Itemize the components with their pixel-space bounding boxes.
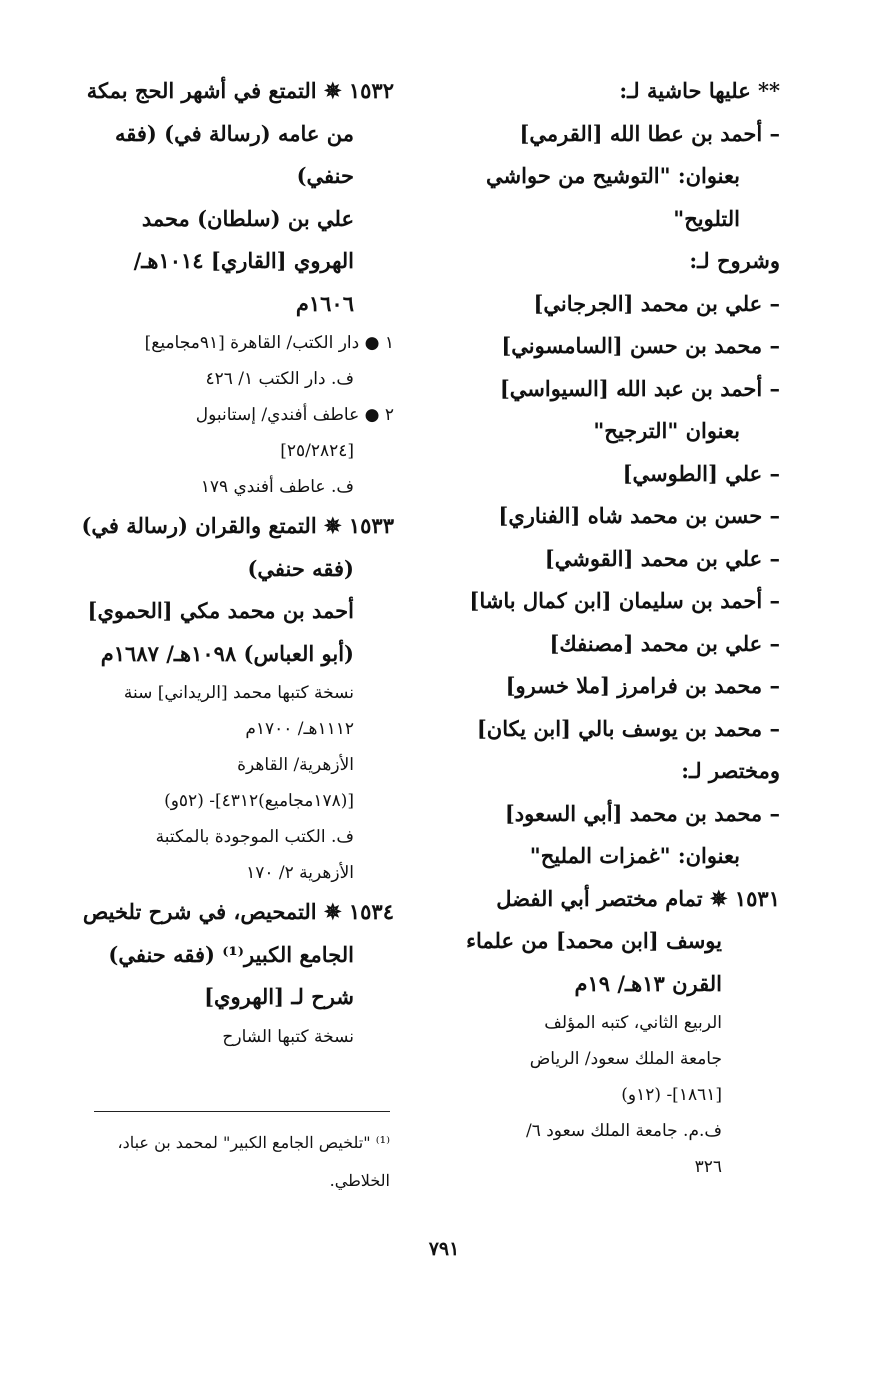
text-line: – محمد بن حسن [السامسوني] bbox=[501, 333, 780, 358]
text-line: – علي بن محمد [مصنفك] bbox=[549, 630, 780, 656]
text-line: الجامع الكبير⁽¹⁾ (فقه حنفي) bbox=[108, 941, 354, 967]
text-line: [(١٧٨مجاميع)٤٣١٢]- (٥٢و) bbox=[164, 791, 354, 811]
text-line: بعنوان: "غمزات المليح" bbox=[529, 843, 740, 868]
text-line: جامعة الملك سعود/ الرياض bbox=[529, 1049, 722, 1069]
text-line: ف.م. جامعة الملك سعود ٦/ bbox=[525, 1121, 722, 1141]
text-line: الأزهرية ٢/ ١٧٠ bbox=[246, 863, 354, 883]
text-line: – علي [الطوسي] bbox=[622, 460, 780, 486]
text-line: شرح لـ [الهروي] bbox=[204, 984, 354, 1009]
text-line: – محمد بن فرامرز [ملا خسرو] bbox=[505, 673, 780, 698]
text-line: أحمد بن محمد مكي [الحموي] bbox=[87, 598, 354, 623]
text-line: – محمد بن يوسف بالي [ابن يكان] bbox=[476, 715, 780, 741]
text-line: بعنوان: "التوشيح من حواشي bbox=[486, 163, 740, 188]
footnote bbox=[24, 1124, 390, 1200]
text-line: ٣٢٦ bbox=[694, 1157, 722, 1177]
text-line: نسخة كتبها الشارح bbox=[222, 1026, 354, 1047]
text-line: – محمد بن محمد [أبي السعود] bbox=[504, 800, 780, 826]
footnote-line-1: ⁽¹⁾ "تلخيص الجامع الكبير" لمحمد بن عباد، bbox=[117, 1133, 390, 1152]
text-line: من عامه (رسالة في) (فقه bbox=[115, 120, 354, 146]
text-line: – أحمد بن سليمان [ابن كمال باشا] bbox=[469, 588, 780, 613]
footnote-divider bbox=[94, 1111, 390, 1112]
text-line: ومختصر لـ: bbox=[681, 758, 780, 783]
text-line: ** عليها حاشية لـ: bbox=[619, 78, 780, 103]
text-line: ١ ● دار الكتب/ القاهرة [٩١مجاميع] bbox=[144, 333, 394, 353]
text-line: – علي بن محمد [الجرجاني] bbox=[533, 290, 780, 316]
text-line: ١٥٣١ ✵ تمام مختصر أبي الفضل bbox=[496, 885, 780, 911]
text-line: الربيع الثاني، كتبه المؤلف bbox=[544, 1013, 722, 1033]
text-line: ١١١٢هـ/ ١٧٠٠م bbox=[245, 719, 354, 739]
text-line: بعنوان "الترجيح" bbox=[593, 418, 740, 443]
page-number: ٧٩١ bbox=[428, 1238, 460, 1260]
text-line: – أحمد بن عطا الله [القرمي] bbox=[519, 120, 780, 146]
text-line: وشروح لـ: bbox=[689, 248, 780, 273]
footnote-line-2: الخلاطي. bbox=[329, 1171, 390, 1190]
text-line: ١٥٣٢ ✵ التمتع في أشهر الحج بمكة bbox=[86, 78, 394, 103]
text-line: نسخة كتبها محمد [الريداني] سنة bbox=[123, 683, 354, 703]
right-column bbox=[408, 70, 780, 1185]
text-line: ف. الكتب الموجودة بالمكتبة bbox=[155, 827, 354, 847]
text-line: حنفي) bbox=[296, 163, 354, 188]
text-line: – حسن بن محمد شاه [الفناري] bbox=[498, 503, 780, 528]
text-line: علي بن (سلطان) محمد bbox=[141, 205, 354, 231]
text-line: ١٥٣٣ ✵ التمتع والقران (رسالة في) bbox=[81, 513, 394, 538]
text-line: ف. عاطف أفندي ١٧٩ bbox=[200, 477, 354, 497]
text-line: يوسف [ابن محمد] من علماء bbox=[466, 928, 722, 953]
text-line: الأزهرية/ القاهرة bbox=[237, 755, 354, 775]
text-line: ١٦٠٦م bbox=[295, 290, 354, 316]
text-line: (أبو العباس) ١٠٩٨هـ/ ١٦٨٧م bbox=[100, 640, 354, 666]
text-line: [٢٥/٢٨٢٤] bbox=[280, 441, 354, 461]
text-line: ف. دار الكتب ١/ ٤٢٦ bbox=[205, 369, 354, 389]
text-line: (فقه حنفي) bbox=[247, 555, 354, 581]
text-line: ١٥٣٤ ✵ التمحيص، في شرح تلخيص bbox=[82, 899, 394, 924]
text-line: ٢ ● عاطف أفندي/ إستانبول bbox=[195, 405, 394, 425]
text-line: – علي بن محمد [القوشي] bbox=[544, 545, 780, 571]
left-column bbox=[24, 70, 394, 1055]
text-line: الهروي [القاري] ١٠١٤هـ/ bbox=[133, 248, 354, 273]
text-line: [١٨٦١]- (١٢و) bbox=[621, 1085, 722, 1105]
text-line: التلويح" bbox=[673, 205, 740, 231]
text-line: القرن ١٣هـ/ ١٩م bbox=[574, 970, 722, 996]
text-line: – أحمد بن عبد الله [السيواسي] bbox=[499, 375, 780, 401]
